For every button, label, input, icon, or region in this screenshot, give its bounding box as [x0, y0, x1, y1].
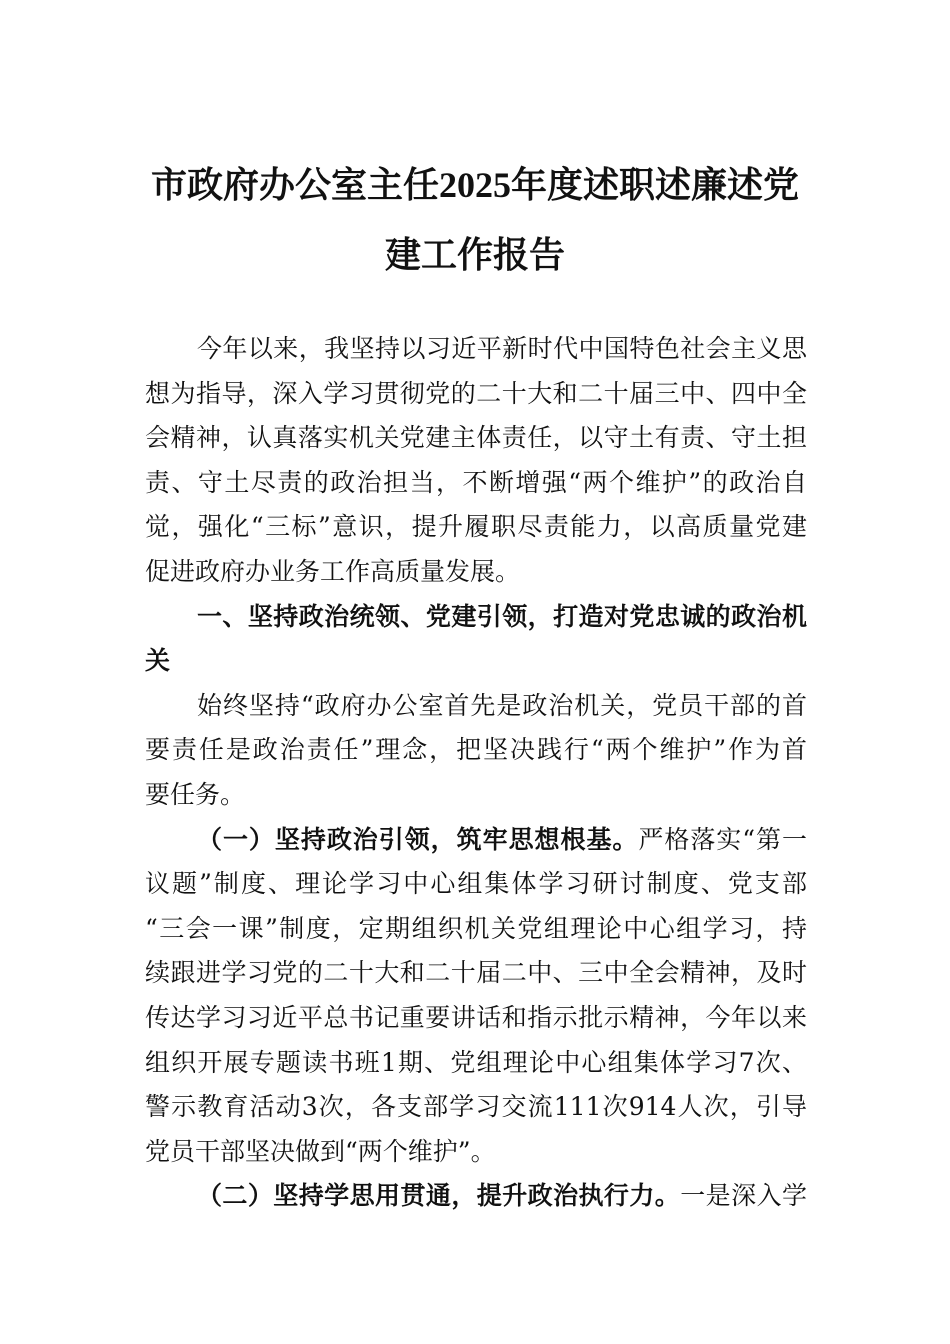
text-line: 会精神，认真落实机关党建主体责任，以守土有责、守土担 — [145, 423, 807, 453]
text-line: 责、守土尽责的政治担当，不断增强“两个维护”的政治自 — [145, 467, 807, 497]
text-line: 觉，强化“三标”意识，提升履职尽责能力，以高质量党建 — [145, 512, 807, 542]
text-line: 今年以来，我坚持以习近平新时代中国特色社会主义思 — [197, 334, 807, 363]
subsection-1-heading: （一）坚持政治引领，筑牢思想根基。 — [197, 824, 639, 854]
heading-line: 关 — [145, 646, 171, 676]
text-line: 议题”制度、理论学习中心组集体学习研讨制度、党支部 — [145, 869, 807, 899]
text-line: 促进政府办业务工作高质量发展。 — [145, 556, 521, 586]
intro-paragraph — [145, 327, 807, 595]
text-span: 一是深入学 — [680, 1181, 807, 1211]
document-body — [145, 327, 807, 1219]
text-line: 组织开展专题读书班1期、党组理论中心组集体学习7次、 — [145, 1047, 807, 1077]
text-line: 警示教育活动3次，各支部学习交流111次914人次，引导 — [145, 1092, 807, 1122]
subsection-2-heading: （二）坚持学思用贯通，提升政治执行力。 — [197, 1181, 681, 1211]
heading-line: 一、坚持政治统领、党建引领，打造对党忠诚的政治机 — [197, 601, 807, 631]
text-line: 想为指导，深入学习贯彻党的二十大和二十届三中、四中全 — [145, 378, 807, 408]
document-title-line1: 市政府办公室主任2025年度述职述廉述党 — [150, 165, 799, 205]
text-line: 要责任是政治责任”理念，把坚决践行“两个维护”作为首 — [145, 735, 807, 765]
subsection-2-paragraph — [145, 1174, 807, 1219]
text-span: 严格落实“第一 — [638, 824, 807, 854]
document-title-line2: 建工作报告 — [384, 235, 565, 275]
text-line: 党员干部坚决做到“两个维护”。 — [145, 1136, 496, 1166]
text-line: 传达学习习近平总书记重要讲话和指示批示精神，今年以来 — [145, 1002, 807, 1032]
text-line: 续跟进学习党的二十大和二十届二中、三中全会精神，及时 — [145, 958, 807, 988]
text-line — [145, 818, 807, 863]
text-line — [145, 1174, 807, 1219]
text-line: “三会一课”制度，定期组织机关党组理论中心组学习，持 — [145, 913, 807, 943]
text-line: 要任务。 — [145, 779, 246, 809]
subsection-1-paragraph — [145, 818, 807, 1175]
text-line: 始终坚持“政府办公室首先是政治机关，党员干部的首 — [197, 690, 807, 720]
section-heading-1 — [145, 595, 807, 684]
section-1-paragraph — [145, 684, 807, 818]
